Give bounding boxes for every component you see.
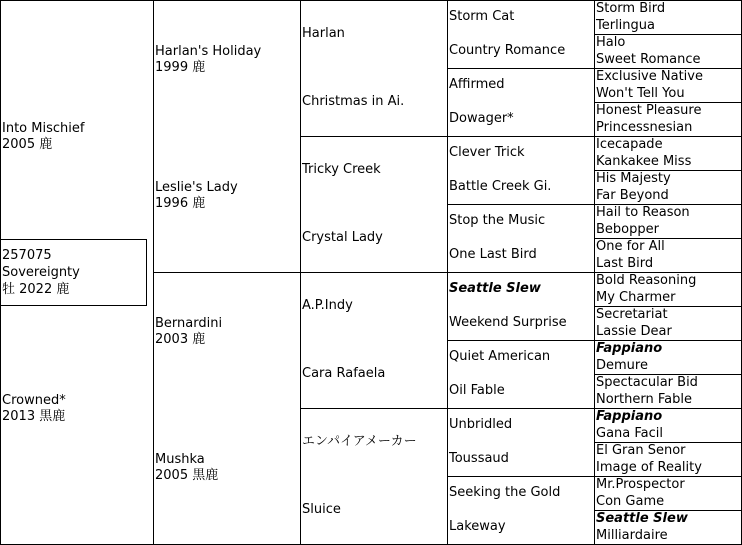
gen3-name: A.P.Indy bbox=[302, 298, 353, 313]
gen5-name: Mr.Prospector bbox=[596, 477, 685, 492]
gen5-name: El Gran Senor bbox=[596, 443, 686, 458]
gen4-name: Country Romance bbox=[449, 43, 566, 58]
gen5-name: Sweet Romance bbox=[596, 52, 701, 67]
gen3-name: Tricky Creek bbox=[302, 162, 381, 177]
gen4-name: Seeking the Gold bbox=[449, 485, 561, 500]
gen4-name: Quiet American bbox=[449, 349, 551, 364]
gen2-name: Mushka bbox=[155, 452, 205, 467]
gen2-info: 2003 鹿 bbox=[155, 332, 206, 347]
subject-box-bottom bbox=[0, 305, 147, 306]
gen2-info: 1999 鹿 bbox=[155, 60, 206, 75]
gen5-name: His Majesty bbox=[596, 171, 671, 186]
dam-info: 2013 黒鹿 bbox=[2, 409, 66, 424]
gen4-name: Toussaud bbox=[449, 451, 509, 466]
gen5-name: Hail to Reason bbox=[596, 205, 690, 220]
gen4-name: Oil Fable bbox=[449, 383, 505, 398]
gen4-name: Dowager* bbox=[449, 111, 514, 126]
gen2-info: 1996 鹿 bbox=[155, 196, 206, 211]
gen5-name: One for All bbox=[596, 239, 665, 254]
gen5-name: Bold Reasoning bbox=[596, 273, 697, 288]
gen4-name: Clever Trick bbox=[449, 145, 525, 160]
gen5-name: Spectacular Bid bbox=[596, 375, 698, 390]
gen5-name: Demure bbox=[596, 358, 648, 373]
sire-name: Into Mischief bbox=[2, 121, 85, 136]
gen3-name: Christmas in Ai. bbox=[302, 94, 405, 109]
gen5-name: Seattle Slew bbox=[596, 511, 688, 526]
gen5-name: Exclusive Native bbox=[596, 69, 703, 84]
gen5-name: Storm Bird bbox=[596, 1, 666, 16]
gen5-name: Halo bbox=[596, 35, 626, 50]
gen2-name: Bernardini bbox=[155, 316, 223, 331]
gen5-name: Image of Reality bbox=[596, 460, 702, 475]
gen4-divider bbox=[447, 476, 594, 477]
gen5-name: Far Beyond bbox=[596, 188, 669, 203]
gen4-name: Unbridled bbox=[449, 417, 513, 432]
gen2-divider bbox=[153, 272, 300, 273]
gen5-name: Princessnesian bbox=[596, 120, 693, 135]
gen2-name: Harlan's Holiday bbox=[155, 44, 262, 59]
subject-name: Sovereignty bbox=[2, 265, 80, 280]
gen4-name: Weekend Surprise bbox=[449, 315, 567, 330]
gen5-name: Honest Pleasure bbox=[596, 103, 702, 118]
gen4-name: One Last Bird bbox=[449, 247, 537, 262]
subject-info: 牡 2022 鹿 bbox=[2, 282, 70, 297]
gen3-name: Crystal Lady bbox=[302, 230, 383, 245]
gen5-name: Northern Fable bbox=[596, 392, 692, 407]
gen5-name: Fappiano bbox=[596, 409, 663, 424]
gen2-info: 2005 黒鹿 bbox=[155, 468, 219, 483]
gen5-name: Gana Facil bbox=[596, 426, 663, 441]
gen5-name: Kankakee Miss bbox=[596, 154, 692, 169]
gen4-divider bbox=[447, 340, 594, 341]
border-left bbox=[0, 0, 1, 545]
gen4-name: Seattle Slew bbox=[449, 281, 541, 296]
gen3-name: エンパイアメーカー bbox=[302, 434, 417, 449]
gen4-name: Lakeway bbox=[449, 519, 506, 534]
gen3-name: Sluice bbox=[302, 502, 341, 517]
gen4-divider bbox=[447, 272, 594, 273]
gen3-name: Harlan bbox=[302, 26, 345, 41]
gen5-name: Bebopper bbox=[596, 222, 659, 237]
gen5-name: Milliardaire bbox=[596, 528, 668, 543]
gen5-name: Last Bird bbox=[596, 256, 654, 271]
gen2-name: Leslie's Lady bbox=[155, 180, 238, 195]
gen4-divider bbox=[447, 136, 594, 137]
gen3-name: Cara Rafaela bbox=[302, 366, 386, 381]
gen3-divider bbox=[300, 272, 447, 273]
gen4-divider bbox=[447, 408, 594, 409]
sire-info: 2005 鹿 bbox=[2, 137, 53, 152]
gen4-name: Storm Cat bbox=[449, 9, 515, 24]
gen3-divider bbox=[300, 408, 447, 409]
gen5-name: Lassie Dear bbox=[596, 324, 672, 339]
gen4-name: Affirmed bbox=[449, 77, 505, 92]
gen5-name: My Charmer bbox=[596, 290, 676, 305]
gen5-name: Secretariat bbox=[596, 307, 668, 322]
subject-id: 257075 bbox=[2, 248, 52, 263]
gen5-name: Fappiano bbox=[596, 341, 663, 356]
gen4-divider bbox=[447, 68, 594, 69]
gen5-name: Con Game bbox=[596, 494, 665, 509]
gen5-name: Icecapade bbox=[596, 137, 663, 152]
subject-box-right bbox=[146, 239, 147, 306]
gen4-name: Battle Creek Gi. bbox=[449, 179, 552, 194]
subject-box-top bbox=[0, 239, 147, 240]
gen4-divider bbox=[447, 204, 594, 205]
gen4-name: Stop the Music bbox=[449, 213, 546, 228]
gen3-divider bbox=[300, 136, 447, 137]
gen5-name: Terlingua bbox=[596, 18, 655, 33]
gen5-name: Won't Tell You bbox=[596, 86, 685, 101]
dam-name: Crowned* bbox=[2, 393, 66, 408]
